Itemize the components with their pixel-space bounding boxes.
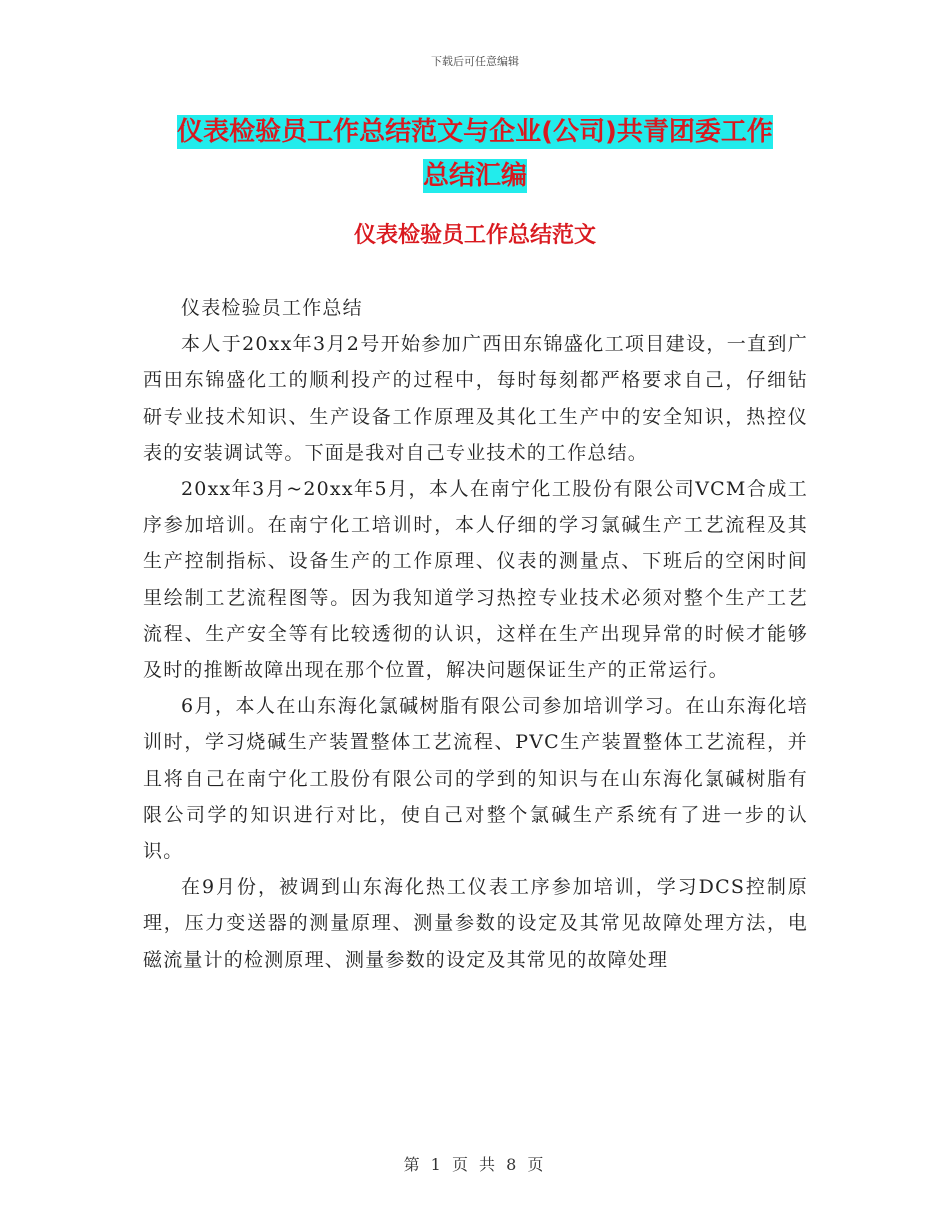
document-title-line2: 总结汇编 xyxy=(422,161,527,191)
paragraph: 本人于20xx年3月2号开始参加广西田东锦盛化工项目建设，一直到广西田东锦盛化工的顺利投产的过程中，每时每刻都严格要求自己，仔细钻研专业技术知识、生产设备工作原理及其化工生产中的安全知识，热控仪表的安装调试等。下面是我对自己专业技术的工作总结。 xyxy=(143,333,808,464)
document-title xyxy=(145,110,805,198)
paragraph-heading: 仪表检验员工作总结 xyxy=(181,297,363,319)
header-note: 下载后可任意编辑 xyxy=(431,55,519,68)
paragraph: 20xx年3月~20xx年5月，本人在南宁化工股份有限公司VCM合成工序参加培训。在南宁化工培训时，本人仔细的学习氯碱生产工艺流程及其生产控制指标、设备生产的工作原理、仪表的测量点、下班后的空闲时间里绘制工艺流程图等。因为我知道学习热控专业技术必须对整个生产工艺流程、生产安全等有比较透彻的认识，这样在生产出现异常的时候才能够及时的推断故障出现在那个位置，解决问题保证生产的正常运行。 xyxy=(143,478,808,682)
document-title-line1: 仪表检验员工作总结范文与企业(公司)共青团委工作 xyxy=(177,117,773,147)
section-title: 仪表检验员工作总结范文 xyxy=(353,223,596,248)
paragraph: 6月，本人在山东海化氯碱树脂有限公司参加培训学习。在山东海化培训时，学习烧碱生产装置整体工艺流程、PVC生产装置整体工艺流程，并且将自己在南宁化工股份有限公司的学到的知识与在山东海化氯碱树脂有限公司学的知识进行对比，使自己对整个氯碱生产系统有了进一步的认识。 xyxy=(143,695,808,863)
body-text xyxy=(143,290,808,978)
page-footer: 第 1 页 共 8 页 xyxy=(403,1155,547,1174)
paragraph: 在9月份，被调到山东海化热工仪表工序参加培训，学习DCS控制原理，压力变送器的测量原理、测量参数的设定及其常见故障处理方法，电磁流量计的检测原理、测量参数的设定及其常见的故障处理 xyxy=(143,876,808,971)
